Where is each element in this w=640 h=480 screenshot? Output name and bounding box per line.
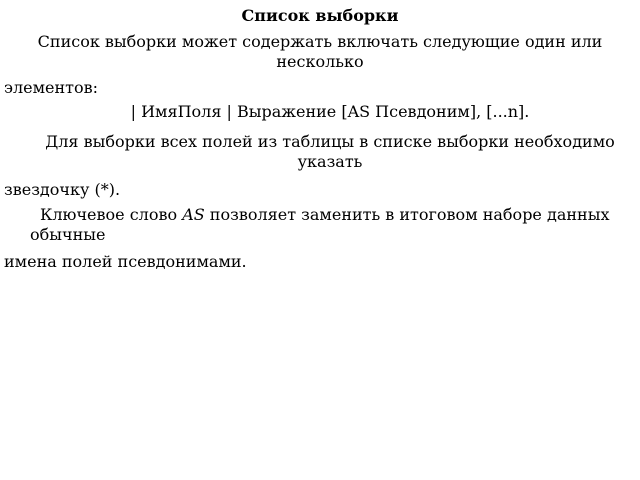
paragraph-select-list-intro: Список выборки может содержать включать следующие один или несколько xyxy=(37,32,603,71)
paragraph-select-list-intro-tail: элементов: xyxy=(4,78,99,97)
paragraph-as-keyword-tail: имена полей псевдонимами. xyxy=(4,252,247,271)
page-title: Список выборки xyxy=(241,6,399,25)
as-keyword-after: позволяет заменить в итоговом наборе данных обычные xyxy=(30,205,610,244)
paragraph-all-fields: Для выборки всех полей из таблицы в списке выборки необходимо указать xyxy=(45,132,615,171)
syntax-line: | ИмяПоля | Выражение [AS Псевдоним], [...n]. xyxy=(130,102,530,121)
paragraph-all-fields-tail: звездочку (*). xyxy=(4,180,121,199)
as-keyword: AS xyxy=(182,205,205,224)
as-keyword-before: Ключевое слово xyxy=(40,205,183,224)
paragraph-as-keyword xyxy=(30,205,630,245)
